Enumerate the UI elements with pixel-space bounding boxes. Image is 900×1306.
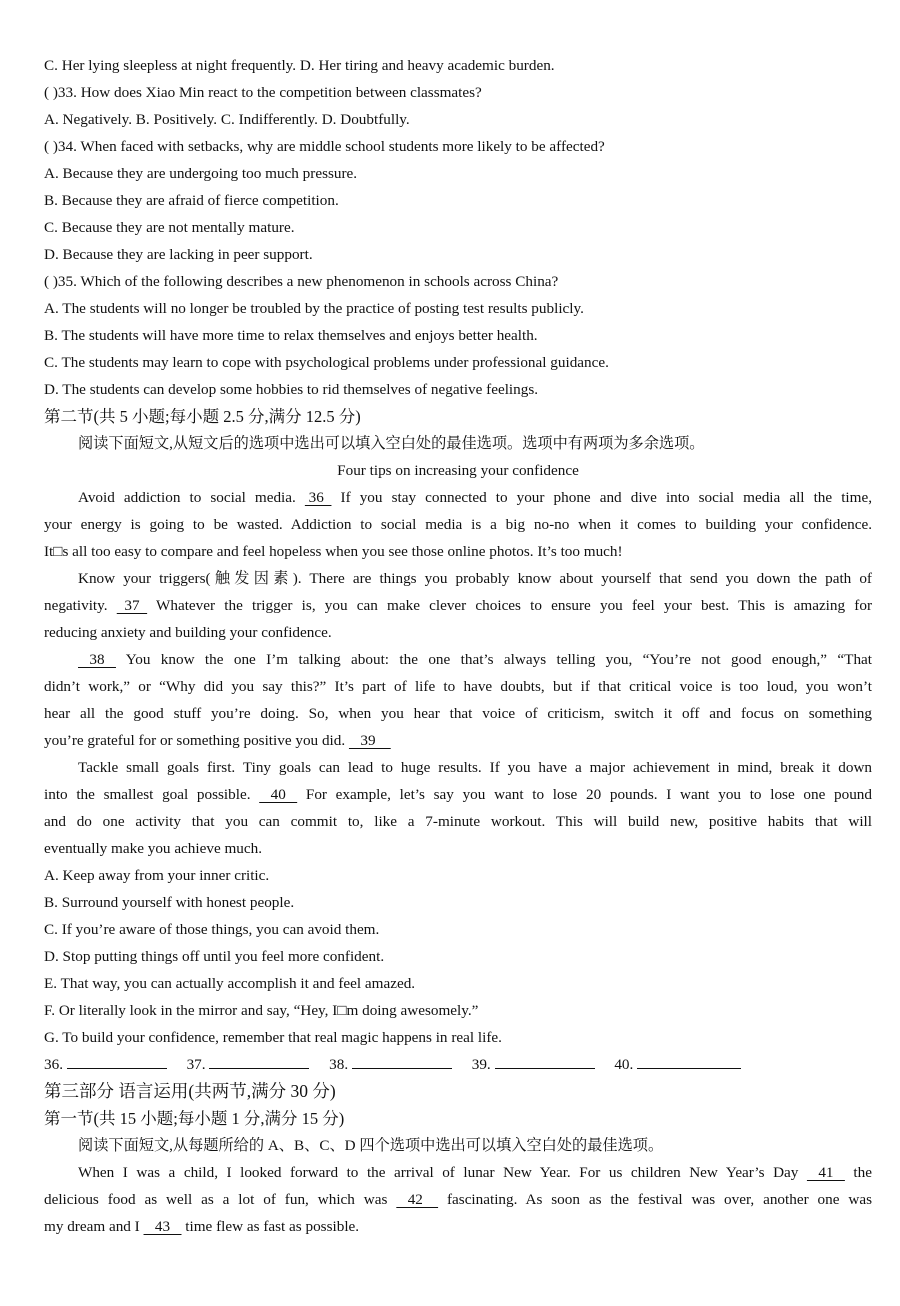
exam-page xyxy=(44,52,872,1240)
p4-line3: and do one activity that you can commit to, like a 7-minute workout. This will build new, positive habits that will xyxy=(44,813,872,830)
q34-option-b: B. Because they are afraid of fierce competition. xyxy=(44,192,339,209)
blank-37: 37 xyxy=(116,597,148,614)
p4-line4: eventually make you achieve much. xyxy=(44,840,263,857)
q35-option-d: D. The students can develop some hobbies to rid themselves of negative feelings. xyxy=(44,381,539,398)
answer-field-40[interactable] xyxy=(637,1054,741,1069)
blank-40: 40 xyxy=(259,786,298,803)
blank-43: 43 xyxy=(143,1218,182,1235)
blank-39: 39 xyxy=(348,732,391,749)
answer-row xyxy=(44,1051,872,1078)
p2-line1: Know your triggers(触发因素). There are things you probably know about yourself that send you down the path of xyxy=(78,570,872,587)
q35-stem: ( )35. Which of the following describes a new phenomenon in schools across China? xyxy=(44,273,559,290)
option-e: E. That way, you can actually accomplish it and feel amazed. xyxy=(44,975,416,992)
p2-line3: reducing anxiety and building your confidence. xyxy=(44,624,332,641)
part3-header: 第三部分 语言运用(共两节,满分 30 分) xyxy=(44,1081,336,1101)
answer-label-38: 38. xyxy=(329,1056,349,1073)
option-b: B. Surround yourself with honest people. xyxy=(44,894,295,911)
p1-line2: your energy is going to be wasted. Addiction to social media is a big no-no when it comes to building your confidence. xyxy=(44,516,872,533)
cloze-line1: When I was a child, I looked forward to the arrival of lunar New Year. For us children New Year’s Day 41 the xyxy=(44,1159,872,1186)
q34-option-d: D. Because they are lacking in peer support. xyxy=(44,246,313,263)
answer-field-39[interactable] xyxy=(495,1054,595,1069)
cloze-line3: my dream and I 43 time flew as fast as possible. xyxy=(44,1213,872,1240)
part3-section1-header: 第一节(共 15 小题;每小题 1 分,满分 15 分) xyxy=(44,1109,345,1128)
answer-label-36: 36. xyxy=(44,1056,63,1073)
p3-line1: 38 You know the one I’m talking about: the one that’s always telling you, “You’re not good enough,” “That xyxy=(44,646,872,673)
p4-line2: into the smallest goal possible. 40 For example, let’s say you want to lose 20 pounds. I want you to lose one pound xyxy=(44,781,872,808)
cloze-line2: delicious food as well as a lot of fun, which was 42 fascinating. As soon as the festival was over, another one was xyxy=(44,1186,872,1213)
blank-41: 41 xyxy=(806,1164,845,1181)
option-g: G. To build your confidence, remember that real magic happens in real life. xyxy=(44,1029,502,1046)
p1-line1: Avoid addiction to social media. 36 If you stay connected to your phone and dive into social media all the time, xyxy=(44,484,872,511)
passage-title: Four tips on increasing your confidence xyxy=(337,462,579,479)
q35-option-a: A. The students will no longer be troubled by the practice of posting test results publicly. xyxy=(44,300,584,317)
option-f: F. Or literally look in the mirror and say, “Hey, I□m doing awesomely.” xyxy=(44,1002,479,1019)
answer-label-39: 39. xyxy=(471,1056,491,1073)
p2-line2: negativity. 37 Whatever the trigger is, you can make clever choices to ensure you feel your best. This is amazing for xyxy=(44,592,872,619)
q35-option-c: C. The students may learn to cope with psychological problems under professional guidance. xyxy=(44,354,609,371)
q34-option-a: A. Because they are undergoing too much pressure. xyxy=(44,165,358,182)
q33-options: A. Negatively. B. Positively. C. Indifferently. D. Doubtfully. xyxy=(44,111,410,128)
q35-option-b: B. The students will have more time to relax themselves and enjoys better health. xyxy=(44,327,538,344)
q33-stem: ( )33. How does Xiao Min react to the competition between classmates? xyxy=(44,84,482,101)
p3-line4: you’re grateful for or something positive you did. 39 xyxy=(44,727,872,754)
option-a: A. Keep away from your inner critic. xyxy=(44,867,270,884)
section2-header: 第二节(共 5 小题;每小题 2.5 分,满分 12.5 分) xyxy=(44,407,361,426)
blank-38: 38 xyxy=(78,651,116,668)
answer-field-38[interactable] xyxy=(352,1054,452,1069)
answer-field-36[interactable] xyxy=(67,1054,167,1069)
p3-line2: didn’t work,” or “Why did you say this?” It’s part of life to have doubts, but if that critical voice is too loud, you won’t xyxy=(44,678,872,695)
section2-instruction: 阅读下面短文,从短文后的选项中选出可以填入空白处的最佳选项。选项中有两项为多余选项。 xyxy=(78,435,705,452)
q34-stem: ( )34. When faced with setbacks, why are middle school students more likely to be affected? xyxy=(44,138,605,155)
answer-label-37: 37. xyxy=(186,1056,206,1073)
q32-options: C. Her lying sleepless at night frequently. D. Her tiring and heavy academic burden. xyxy=(44,57,555,74)
option-d: D. Stop putting things off until you feel more confident. xyxy=(44,948,385,965)
option-c: C. If you’re aware of those things, you can avoid them. xyxy=(44,921,380,938)
blank-42: 42 xyxy=(396,1191,439,1208)
answer-label-40: 40. xyxy=(614,1056,634,1073)
part3-instruction: 阅读下面短文,从每题所给的 A、B、C、D 四个选项中选出可以填入空白处的最佳选项。 xyxy=(78,1137,664,1154)
p4-line1: Tackle small goals first. Tiny goals can lead to huge results. If you have a major achievement in mind, break it down xyxy=(78,759,872,776)
blank-36: 36 xyxy=(304,489,332,506)
p3-line3: hear all the good stuff you’re doing. So, when you hear that voice of criticism, switch it off and focus on something xyxy=(44,705,872,722)
answer-field-37[interactable] xyxy=(209,1054,309,1069)
q34-option-c: C. Because they are not mentally mature. xyxy=(44,219,295,236)
p1-line3: It□s all too easy to compare and feel hopeless when you see those online photos. It’s too much! xyxy=(44,543,623,560)
